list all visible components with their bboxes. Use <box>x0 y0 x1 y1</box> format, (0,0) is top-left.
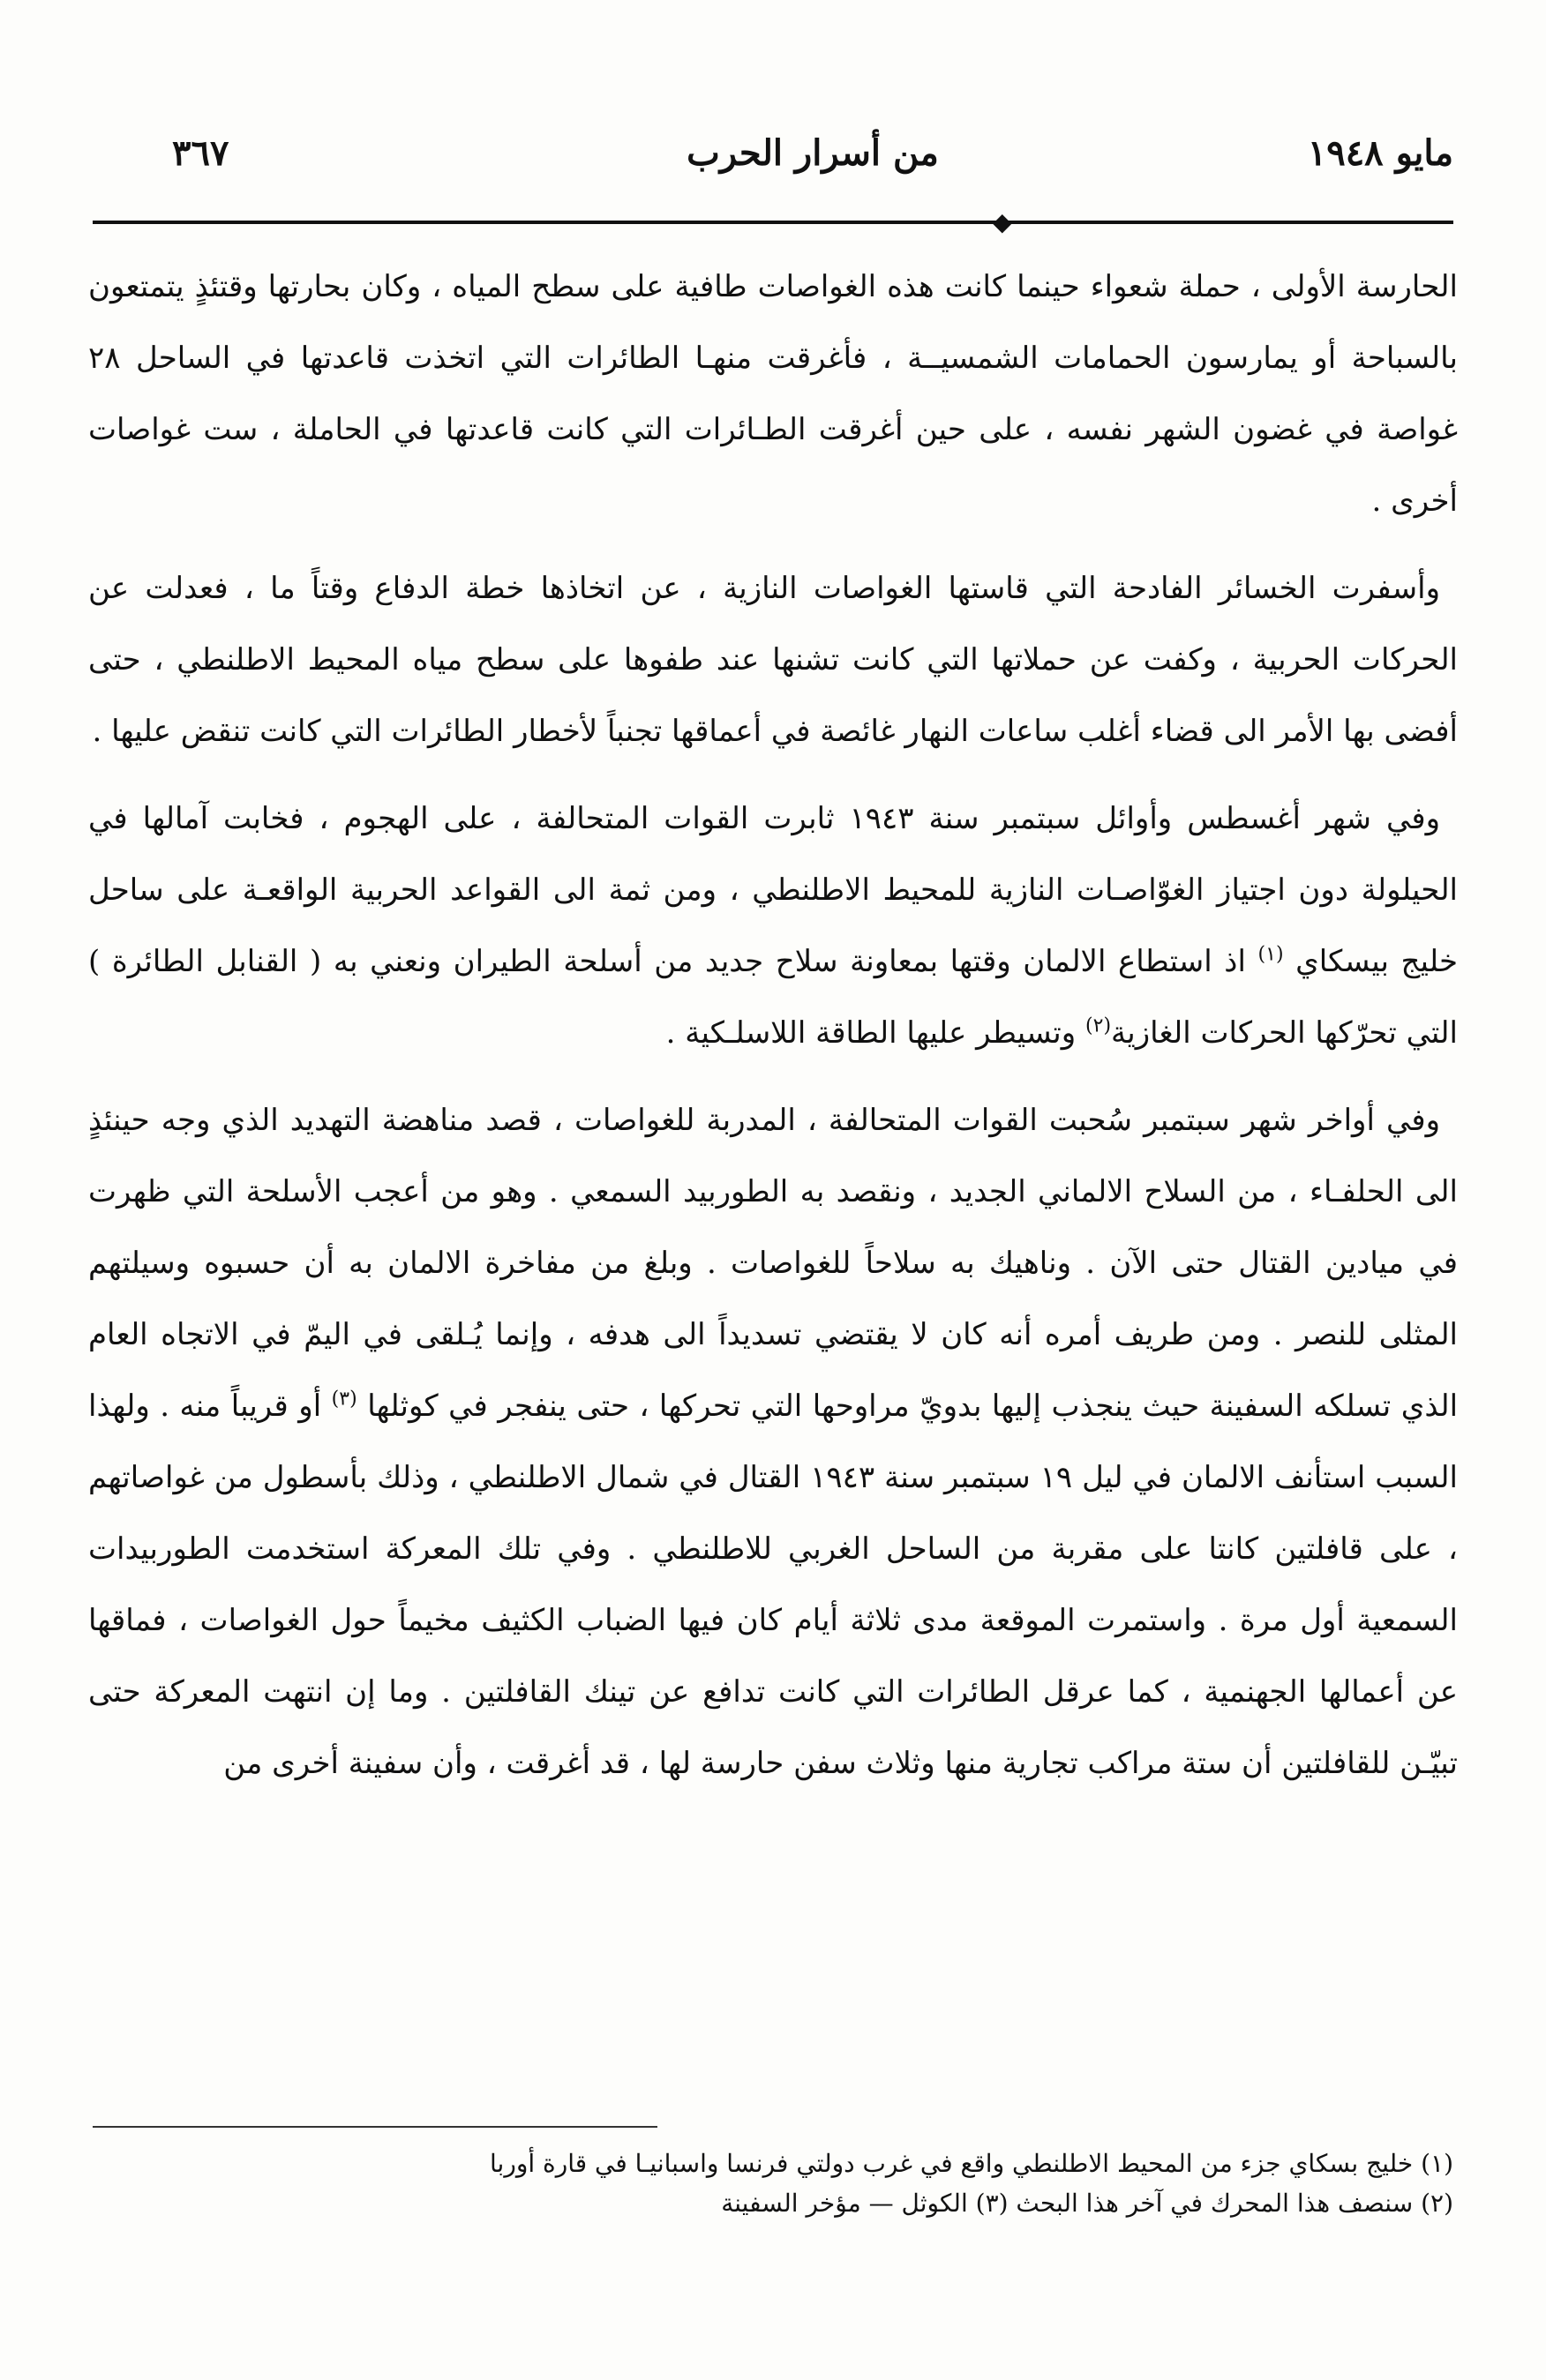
paragraph-1: الحارسة الأولى ، حملة شعواء حينما كانت هذه الغواصات طافية على سطح المياه ، وكان بحارتها وقتئذٍ يتمتعون بالسباحة أو يمارسون الحمامات الشمسيــة ، فأغرقت منهـا الطائرات التي اتخذت قاعدتها في الساحل ٢٨ غواصة في غضون الشهر نفسه ، على حين أغرقت الطـائرات التي كانت قاعدتها في الحاملة ، ست غواصات أخرى . <box>88 269 1458 519</box>
header-rule <box>93 221 1453 224</box>
footnote-2: (٢) سنصف هذا المحرك في آخر هذا البحث (٣) الكوثل — مؤخر السفينة <box>721 2189 1453 2218</box>
paragraph-3-part-2: اذ استطاع الالمان وقتها بمعاونة سلاح جديد من أسلحة الطيران ونعني به ( القنابل الطائرة ) التي تحرّكها الحركات الغازية <box>88 944 1458 1051</box>
footnotes <box>97 2144 1453 2223</box>
paragraph-3-part-3: وتسيطر عليها الطاقة اللاسلـكية . <box>665 1015 1077 1051</box>
paragraph-4-part-1: وفي أواخر شهر سبتمبر سُحبت القوات المتحالفة ، المدربة للغواصات ، قصد مناهضة التهديد الذي وجه حينئذٍ الى الحلفـاء ، من السلاح الالماني الجديد ، ونقصد به الطوربيد السمعي . وهو من أعجب الأسلحة التي ظهرت في ميادين القتال حتى الآن . وناهيك به سلاحاً للغواصات . وبلغ من مفاخرة الالمان به أن حسبوه وسيلتهم المثلى للنصر . ومن طريف أمره أنه كان لا يقتضي تسديداً الى هدفه ، وإنما يُـلقى في اليمّ في الاتجاه العام الذي تسلكه السفينة حيث ينجذب إليها بدويّ مراوحها التي تحركها ، حتى ينفجر في كوثلها <box>88 1103 1459 1424</box>
footnote-ref-3: (٣) <box>331 1388 357 1411</box>
footnote-ref-1: (١) <box>1257 943 1284 966</box>
footnote-rule <box>93 2126 657 2128</box>
footnote-ref-2: (٢) <box>1085 1014 1112 1037</box>
header-title: من أسرار الحرب <box>687 132 939 174</box>
running-head <box>172 132 1453 194</box>
paragraph-2: وأسفرت الخسائر الفادحة التي قاستها الغواصات النازية ، عن اتخاذها خطة الدفاع وقتاً ما ، فعدلت عن الحركات الحربية ، وكفت عن حملاتها التي كانت تشنها عند طفوها على سطح مياه المحيط الاطلنطي ، حتى أفضى بها الأمر الى قضاء أغلب ساعات النهار غائصة في أعماقها تجنباً لأخطار الطائرات التي كانت تنقض عليها . <box>88 571 1458 749</box>
paragraph-3 <box>88 783 1458 1069</box>
paragraph-3-part-1: وفي شهر أغسطس وأوائل سبتمبر سنة ١٩٤٣ ثابرت القوات المتحالفة ، على الهجوم ، فخابت آمالها في الحيلولة دون اجتياز الغوّاصـات النازية للمحيط الاطلنطي ، ومن ثمة الى القواعد الحربية الواقعـة على ساحل خليج بيسكاي <box>88 801 1459 979</box>
paragraph-4 <box>88 1085 1458 1800</box>
body-text <box>88 251 1458 2077</box>
page-number: ٣٦٧ <box>172 132 229 174</box>
footnote-1: (١) خليج بسكاي جزء من المحيط الاطلنطي واقع في غرب دولتي فرنسا واسبانيـا في قارة أوربا <box>490 2149 1453 2178</box>
paragraph-4-part-2: أو قريباً منه . ولهذا السبب استأنف الالمان في ليل ١٩ سبتمبر سنة ١٩٤٣ القتال في شمال الاطلنطي ، وذلك بأسطول من غواصاتهم ، على قافلتين كانتا على مقربة من الساحل الغربي للاطلنطي . وفي تلك المعركة استخدمت الطوربيدات السمعية أول مرة . واستمرت الموقعة مدى ثلاثة أيام كان فيها الضباب الكثيف مخيماً حول الغواصات ، فماقها عن أعمالها الجهنمية ، كما عرقل الطائرات التي كانت تدافع عن تينك القافلتين . وما إن انتهت المعركة حتى تبيّـن للقافلتين أن ستة مراكب تجارية منها وثلاث سفن حارسة لها ، قد أغرقت ، وأن سفينة أخرى من <box>88 1388 1458 1781</box>
header-date: مايو ١٩٤٨ <box>1307 132 1453 174</box>
header-ornament-icon: ◆ <box>993 207 1012 236</box>
